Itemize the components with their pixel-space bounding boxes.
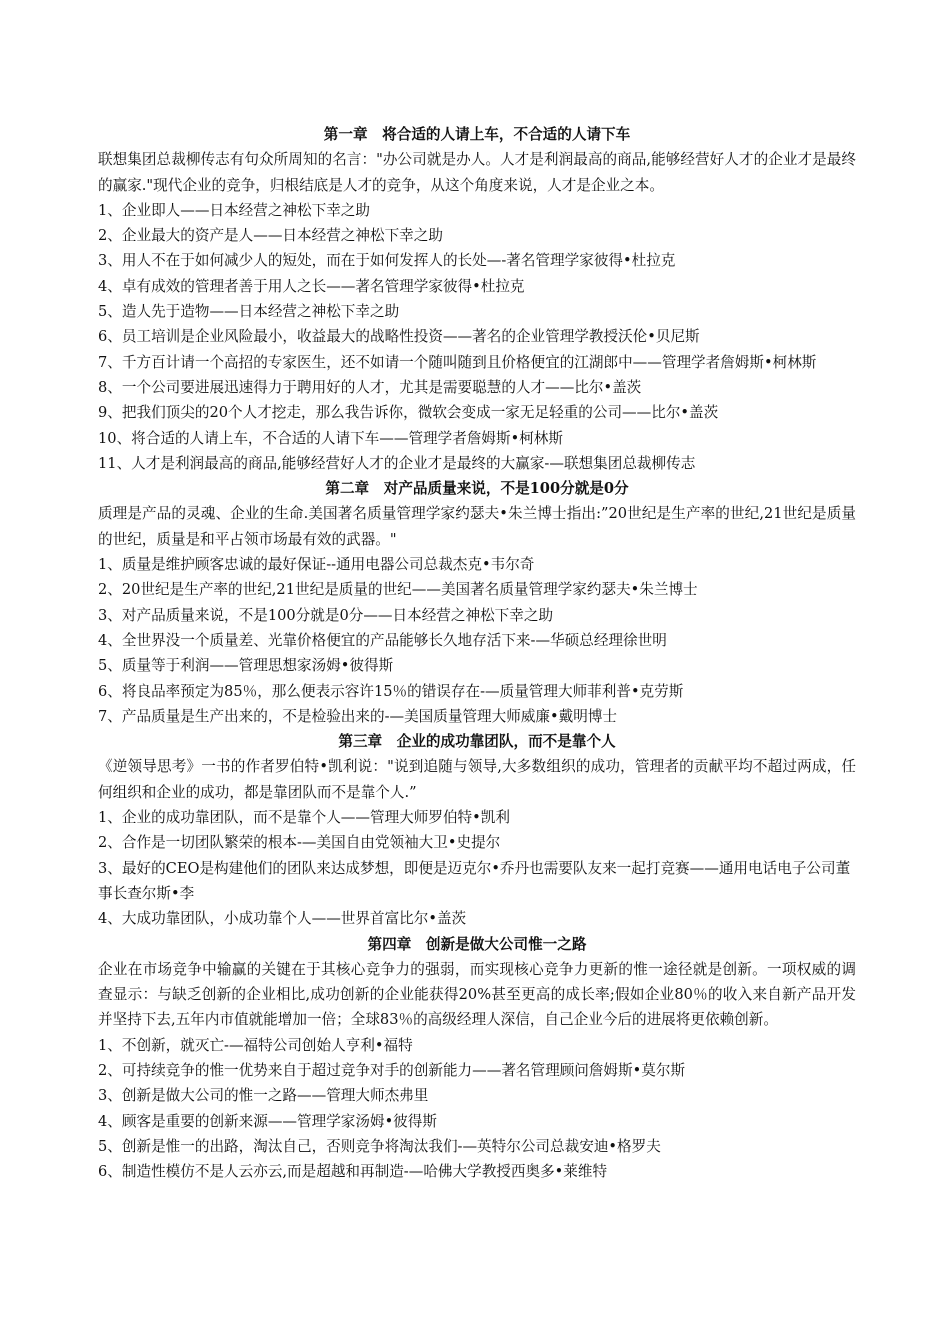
- quote-item: 4、大成功靠团队，小成功靠个人——世界首富比尔•盖茨: [98, 910, 467, 928]
- quote-item: 4、顾客是重要的创新来源——管理学家汤姆•彼得斯: [98, 1112, 437, 1130]
- quote-item: 3、创新是做大公司的惟一之路——管理大师杰弗里: [98, 1087, 429, 1105]
- quote-item: 6、制造性模仿不是人云亦云,而是超越和再制造-—哈佛大学教授西奥多•莱维特: [98, 1163, 608, 1181]
- quote-item: 1、企业的成功靠团队，而不是靠个人——管理大师罗伯特•凯利: [98, 809, 510, 827]
- quote-item: 5、创新是惟一的出路，淘汰自己，否则竞争将淘汰我们-—英特尔公司总裁安迪•格罗夫: [98, 1137, 661, 1155]
- document-page: [98, 122, 856, 1184]
- quote-item: 4、卓有成效的管理者善于用人之长——著名管理学家彼得•杜拉克: [98, 277, 525, 295]
- quote-item: 4、全世界没一个质量差、光靠价格便宜的产品能够长久地存活下来-—华硕总经理徐世明: [98, 631, 667, 649]
- chapter-title: 第三章 企业的成功靠团队，而不是靠个人: [338, 733, 616, 751]
- quote-item: 5、质量等于利润——管理思想家汤姆•彼得斯: [98, 657, 394, 675]
- quote-item: 1、企业即人——日本经营之神松下幸之助: [98, 201, 370, 219]
- quote-item: 6、将良品率预定为85％，那么便表示容许15％的错误存在-—质量管理大师菲利普•克劳斯: [98, 682, 684, 700]
- quote-item: 2、企业最大的资产是人——日本经营之神松下幸之助: [98, 227, 443, 245]
- chapter-intro: 联想集团总裁柳传志有句众所周知的名言："办公司就是办人。人才是利润最高的商品,能够经营好人才的企业才是最终的赢家."现代企业的竞争，归根结底是人才的竞争，从这个角度来说，人才是企业之本。: [98, 151, 856, 194]
- chapter-title: 第四章 创新是做大公司惟一之路: [367, 935, 587, 953]
- quote-item: 2、可持续竞争的惟一优势来自于超过竞争对手的创新能力——著名管理顾问詹姆斯•莫尔斯: [98, 1061, 686, 1079]
- chapter-intro: 企业在市场竞争中输赢的关键在于其核心竞争力的强弱，而实现核心竞争力更新的惟一途径就是创新。一项权威的调查显示：与缺乏创新的企业相比,成功创新的企业能获得20%甚至更高的成长率;假如企业80％的收入来自新产品开发并坚持下去,五年内市值就能增加一倍；全球83％的高级经理人深信，自己企业今后的进展将更依赖创新。: [98, 960, 856, 1029]
- chapter-title: 第二章 对产品质量来说，不是100分就是0分: [325, 480, 629, 498]
- quote-item: 8、一个公司要进展迅速得力于聘用好的人才，尤其是需要聪慧的人才——比尔•盖茨: [98, 378, 642, 396]
- quote-item: 3、对产品质量来说，不是100分就是0分——日本经营之神松下幸之助: [98, 606, 554, 624]
- chapter-intro: 《逆领导思考》一书的作者罗伯特•凯利说："说到追随与领导,大多数组织的成功，管理者的贡献平均不超过两成，任何组织和企业的成功，都是靠团队而不是靠个人.”: [98, 758, 856, 801]
- quote-item: 10、将合适的人请上车，不合适的人请下车——管理学者詹姆斯•柯林斯: [98, 429, 563, 447]
- quote-item: 2、合作是一切团队繁荣的根本-—美国自由党领袖大卫•史提尔: [98, 834, 501, 852]
- quote-item: 3、用人不在于如何减少人的短处，而在于如何发挥人的长处—-著名管理学家彼得•杜拉克: [98, 252, 676, 270]
- quote-item: 6、员工培训是企业风险最小，收益最大的战略性投资——著名的企业管理学教授沃伦•贝尼斯: [98, 328, 700, 346]
- quote-item: 9、把我们顶尖的20个人才挖走，那么我告诉你，微软会变成一家无足轻重的公司——比尔•盖茨: [98, 404, 719, 422]
- quote-item: 1、质量是维护顾客忠诚的最好保证--通用电器公司总裁杰克•韦尔奇: [98, 556, 535, 574]
- quote-item: 7、产品质量是生产出来的，不是检验出来的-—美国质量管理大师威廉•戴明博士: [98, 707, 618, 725]
- quote-item: 5、造人先于造物——日本经营之神松下幸之助: [98, 303, 400, 321]
- quote-item: 2、20世纪是生产率的世纪,21世纪是质量的世纪——美国著名质量管理学家约瑟夫•朱兰博士: [98, 581, 698, 599]
- quote-item: 1、不创新，就灭亡-—福特公司创始人亨利•福特: [98, 1036, 413, 1054]
- quote-item: 11、人才是利润最高的商品,能够经营好人才的企业才是最终的大赢家-—联想集团总裁柳传志: [98, 454, 696, 472]
- quote-item: 7、千方百计请一个高招的专家医生，还不如请一个随叫随到且价格便宜的江湖郎中——管理学者詹姆斯•柯林斯: [98, 353, 817, 371]
- chapter-title: 第一章 将合适的人请上车，不合适的人请下车: [323, 126, 631, 143]
- quote-item: 3、最好的CEO是构建他们的团队来达成梦想，即便是迈克尔•乔丹也需要队友来一起打竞赛——通用电话电子公司董事长查尔斯•李: [98, 859, 851, 902]
- chapter-intro: 质理是产品的灵魂、企业的生命.美国著名质量管理学家约瑟夫•朱兰博士指出:”20世纪是生产率的世纪,21世纪是质量的世纪，质量是和平占领市场最有效的武器。": [98, 505, 856, 548]
